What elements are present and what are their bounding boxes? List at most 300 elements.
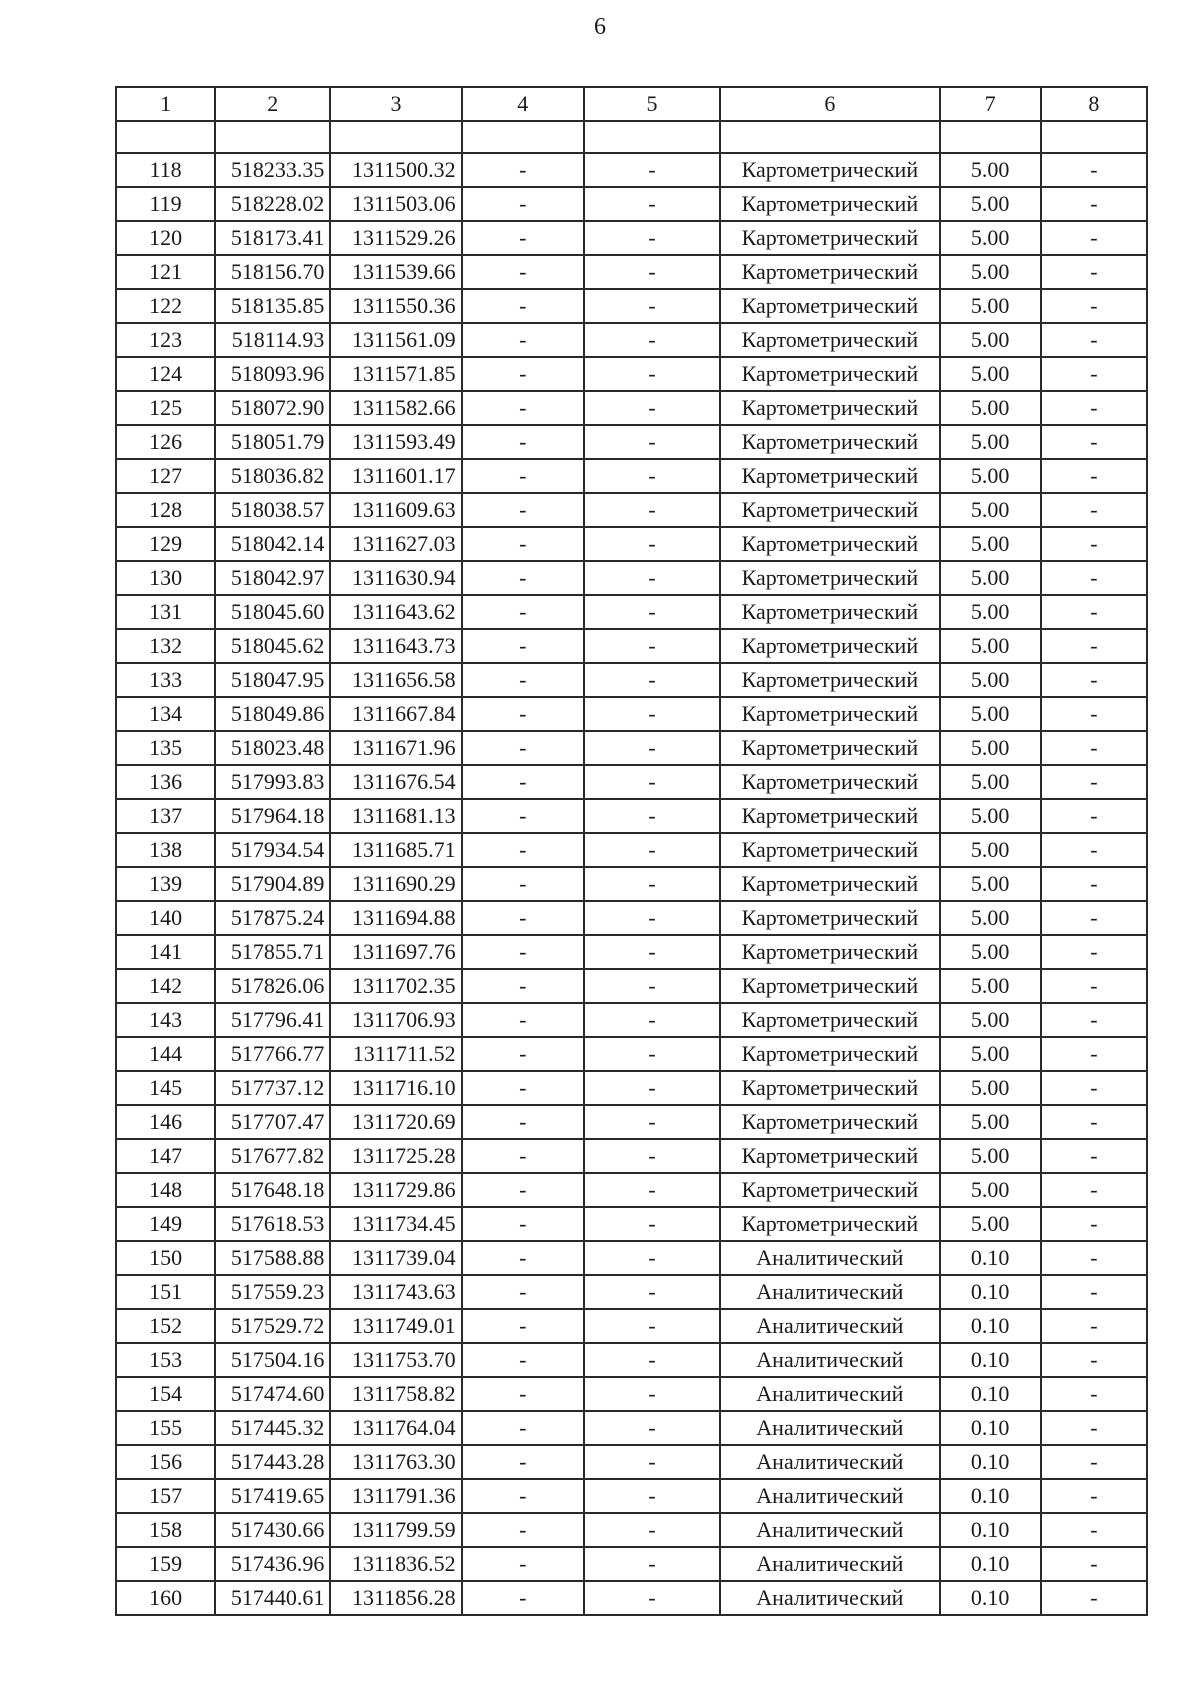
col4-cell: - xyxy=(462,595,584,629)
y-coordinate-cell: 1311643.62 xyxy=(330,595,461,629)
col4-cell: - xyxy=(462,833,584,867)
col8-cell: - xyxy=(1041,459,1147,493)
y-coordinate-cell: 1311743.63 xyxy=(330,1275,461,1309)
col4-cell: - xyxy=(462,1479,584,1513)
accuracy-cell: 5.00 xyxy=(940,493,1041,527)
table-row xyxy=(116,1581,1147,1615)
table-row xyxy=(116,1309,1147,1343)
col8-cell: - xyxy=(1041,1139,1147,1173)
method-cell: Картометрический xyxy=(720,153,939,187)
method-cell: Аналитический xyxy=(720,1411,939,1445)
method-cell: Картометрический xyxy=(720,561,939,595)
col8-cell: - xyxy=(1041,969,1147,1003)
col4-cell: - xyxy=(462,629,584,663)
x-coordinate-cell: 517559.23 xyxy=(215,1275,330,1309)
table-row xyxy=(116,935,1147,969)
method-cell: Картометрический xyxy=(720,867,939,901)
col5-cell: - xyxy=(584,323,720,357)
col4-cell: - xyxy=(462,901,584,935)
x-coordinate-cell: 517430.66 xyxy=(215,1513,330,1547)
point-number-cell: 154 xyxy=(116,1377,215,1411)
col8-cell: - xyxy=(1041,255,1147,289)
x-coordinate-cell: 518023.48 xyxy=(215,731,330,765)
table-row xyxy=(116,1513,1147,1547)
x-coordinate-cell: 518045.62 xyxy=(215,629,330,663)
x-coordinate-cell: 517419.65 xyxy=(215,1479,330,1513)
y-coordinate-cell: 1311601.17 xyxy=(330,459,461,493)
accuracy-cell: 5.00 xyxy=(940,561,1041,595)
point-number-cell: 152 xyxy=(116,1309,215,1343)
accuracy-cell: 5.00 xyxy=(940,697,1041,731)
accuracy-cell: 5.00 xyxy=(940,1037,1041,1071)
col4-cell: - xyxy=(462,527,584,561)
col8-cell: - xyxy=(1041,323,1147,357)
x-coordinate-cell: 518233.35 xyxy=(215,153,330,187)
col4-cell: - xyxy=(462,255,584,289)
x-coordinate-cell: 518038.57 xyxy=(215,493,330,527)
col5-cell: - xyxy=(584,357,720,391)
point-number-cell: 143 xyxy=(116,1003,215,1037)
col5-cell: - xyxy=(584,799,720,833)
col8-cell: - xyxy=(1041,493,1147,527)
col5-cell: - xyxy=(584,1581,720,1615)
accuracy-cell: 0.10 xyxy=(940,1377,1041,1411)
col5-cell: - xyxy=(584,425,720,459)
col4-cell: - xyxy=(462,1411,584,1445)
point-number-cell: 118 xyxy=(116,153,215,187)
method-cell: Картометрический xyxy=(720,697,939,731)
accuracy-cell: 0.10 xyxy=(940,1343,1041,1377)
header-cell: 3 xyxy=(330,87,461,121)
point-number-cell: 155 xyxy=(116,1411,215,1445)
accuracy-cell: 0.10 xyxy=(940,1513,1041,1547)
col5-cell: - xyxy=(584,1377,720,1411)
table-row xyxy=(116,1377,1147,1411)
y-coordinate-cell: 1311681.13 xyxy=(330,799,461,833)
y-coordinate-cell: 1311791.36 xyxy=(330,1479,461,1513)
table-row xyxy=(116,663,1147,697)
col8-cell: - xyxy=(1041,1003,1147,1037)
header-cell: 8 xyxy=(1041,87,1147,121)
point-number-cell: 122 xyxy=(116,289,215,323)
accuracy-cell: 5.00 xyxy=(940,391,1041,425)
accuracy-cell: 5.00 xyxy=(940,1173,1041,1207)
table-row xyxy=(116,629,1147,663)
method-cell: Картометрический xyxy=(720,527,939,561)
point-number-cell: 132 xyxy=(116,629,215,663)
accuracy-cell: 0.10 xyxy=(940,1411,1041,1445)
x-coordinate-cell: 517529.72 xyxy=(215,1309,330,1343)
col8-cell: - xyxy=(1041,1581,1147,1615)
table-row xyxy=(116,1241,1147,1275)
col5-cell: - xyxy=(584,765,720,799)
table-row xyxy=(116,459,1147,493)
point-number-cell: 123 xyxy=(116,323,215,357)
col8-cell: - xyxy=(1041,1513,1147,1547)
col8-cell: - xyxy=(1041,1037,1147,1071)
col5-cell: - xyxy=(584,901,720,935)
method-cell: Аналитический xyxy=(720,1377,939,1411)
y-coordinate-cell: 1311582.66 xyxy=(330,391,461,425)
y-coordinate-cell: 1311856.28 xyxy=(330,1581,461,1615)
table-row xyxy=(116,901,1147,935)
method-cell: Картометрический xyxy=(720,799,939,833)
col5-cell: - xyxy=(584,1513,720,1547)
col4-cell: - xyxy=(462,1445,584,1479)
method-cell: Картометрический xyxy=(720,221,939,255)
table-row xyxy=(116,255,1147,289)
col5-cell: - xyxy=(584,731,720,765)
col4-cell: - xyxy=(462,1139,584,1173)
y-coordinate-cell: 1311550.36 xyxy=(330,289,461,323)
table-row xyxy=(116,153,1147,187)
table-row xyxy=(116,391,1147,425)
col4-cell: - xyxy=(462,1275,584,1309)
accuracy-cell: 5.00 xyxy=(940,833,1041,867)
table-row xyxy=(116,765,1147,799)
col4-cell: - xyxy=(462,969,584,1003)
col4-cell: - xyxy=(462,357,584,391)
y-coordinate-cell: 1311627.03 xyxy=(330,527,461,561)
point-number-cell: 147 xyxy=(116,1139,215,1173)
table-row xyxy=(116,1479,1147,1513)
y-coordinate-cell: 1311503.06 xyxy=(330,187,461,221)
empty-cell xyxy=(584,121,720,153)
col8-cell: - xyxy=(1041,425,1147,459)
accuracy-cell: 5.00 xyxy=(940,969,1041,1003)
col8-cell: - xyxy=(1041,731,1147,765)
y-coordinate-cell: 1311763.30 xyxy=(330,1445,461,1479)
accuracy-cell: 0.10 xyxy=(940,1581,1041,1615)
col4-cell: - xyxy=(462,935,584,969)
accuracy-cell: 5.00 xyxy=(940,1207,1041,1241)
accuracy-cell: 5.00 xyxy=(940,323,1041,357)
col5-cell: - xyxy=(584,493,720,527)
col4-cell: - xyxy=(462,493,584,527)
col5-cell: - xyxy=(584,1003,720,1037)
accuracy-cell: 5.00 xyxy=(940,1003,1041,1037)
empty-cell xyxy=(1041,121,1147,153)
table-row xyxy=(116,697,1147,731)
accuracy-cell: 5.00 xyxy=(940,867,1041,901)
col5-cell: - xyxy=(584,833,720,867)
point-number-cell: 120 xyxy=(116,221,215,255)
col8-cell: - xyxy=(1041,1411,1147,1445)
table-row xyxy=(116,323,1147,357)
point-number-cell: 151 xyxy=(116,1275,215,1309)
col4-cell: - xyxy=(462,1071,584,1105)
col4-cell: - xyxy=(462,1207,584,1241)
table-row xyxy=(116,1003,1147,1037)
accuracy-cell: 5.00 xyxy=(940,595,1041,629)
y-coordinate-cell: 1311725.28 xyxy=(330,1139,461,1173)
method-cell: Картометрический xyxy=(720,425,939,459)
y-coordinate-cell: 1311656.58 xyxy=(330,663,461,697)
col8-cell: - xyxy=(1041,1071,1147,1105)
col4-cell: - xyxy=(462,731,584,765)
y-coordinate-cell: 1311729.86 xyxy=(330,1173,461,1207)
table-row xyxy=(116,1343,1147,1377)
method-cell: Картометрический xyxy=(720,187,939,221)
col8-cell: - xyxy=(1041,1479,1147,1513)
table-row xyxy=(116,833,1147,867)
method-cell: Картометрический xyxy=(720,493,939,527)
col8-cell: - xyxy=(1041,357,1147,391)
accuracy-cell: 5.00 xyxy=(940,255,1041,289)
col4-cell: - xyxy=(462,1003,584,1037)
table-row xyxy=(116,425,1147,459)
col5-cell: - xyxy=(584,1071,720,1105)
accuracy-cell: 5.00 xyxy=(940,187,1041,221)
x-coordinate-cell: 518042.14 xyxy=(215,527,330,561)
col5-cell: - xyxy=(584,153,720,187)
y-coordinate-cell: 1311690.29 xyxy=(330,867,461,901)
point-number-cell: 128 xyxy=(116,493,215,527)
table-row xyxy=(116,1445,1147,1479)
accuracy-cell: 5.00 xyxy=(940,901,1041,935)
y-coordinate-cell: 1311643.73 xyxy=(330,629,461,663)
table-row xyxy=(116,1411,1147,1445)
y-coordinate-cell: 1311697.76 xyxy=(330,935,461,969)
accuracy-cell: 5.00 xyxy=(940,629,1041,663)
method-cell: Картометрический xyxy=(720,1207,939,1241)
empty-cell xyxy=(462,121,584,153)
col8-cell: - xyxy=(1041,595,1147,629)
accuracy-cell: 0.10 xyxy=(940,1479,1041,1513)
method-cell: Аналитический xyxy=(720,1275,939,1309)
x-coordinate-cell: 517737.12 xyxy=(215,1071,330,1105)
accuracy-cell: 0.10 xyxy=(940,1445,1041,1479)
accuracy-cell: 5.00 xyxy=(940,289,1041,323)
col4-cell: - xyxy=(462,697,584,731)
x-coordinate-cell: 517443.28 xyxy=(215,1445,330,1479)
col5-cell: - xyxy=(584,1479,720,1513)
x-coordinate-cell: 518156.70 xyxy=(215,255,330,289)
accuracy-cell: 0.10 xyxy=(940,1547,1041,1581)
table-row xyxy=(116,731,1147,765)
point-number-cell: 133 xyxy=(116,663,215,697)
col4-cell: - xyxy=(462,1105,584,1139)
col5-cell: - xyxy=(584,1139,720,1173)
coordinates-table xyxy=(115,86,1148,1616)
accuracy-cell: 5.00 xyxy=(940,799,1041,833)
point-number-cell: 126 xyxy=(116,425,215,459)
col4-cell: - xyxy=(462,289,584,323)
y-coordinate-cell: 1311561.09 xyxy=(330,323,461,357)
col5-cell: - xyxy=(584,221,720,255)
point-number-cell: 148 xyxy=(116,1173,215,1207)
accuracy-cell: 5.00 xyxy=(940,663,1041,697)
y-coordinate-cell: 1311671.96 xyxy=(330,731,461,765)
col5-cell: - xyxy=(584,1445,720,1479)
x-coordinate-cell: 517904.89 xyxy=(215,867,330,901)
method-cell: Картометрический xyxy=(720,357,939,391)
col4-cell: - xyxy=(462,765,584,799)
col5-cell: - xyxy=(584,1343,720,1377)
accuracy-cell: 0.10 xyxy=(940,1309,1041,1343)
point-number-cell: 138 xyxy=(116,833,215,867)
y-coordinate-cell: 1311706.93 xyxy=(330,1003,461,1037)
col4-cell: - xyxy=(462,1173,584,1207)
col8-cell: - xyxy=(1041,1343,1147,1377)
col8-cell: - xyxy=(1041,1309,1147,1343)
col4-cell: - xyxy=(462,799,584,833)
table-row xyxy=(116,1105,1147,1139)
col4-cell: - xyxy=(462,867,584,901)
method-cell: Аналитический xyxy=(720,1309,939,1343)
table-header-row xyxy=(116,87,1147,121)
table-row xyxy=(116,1037,1147,1071)
y-coordinate-cell: 1311630.94 xyxy=(330,561,461,595)
y-coordinate-cell: 1311739.04 xyxy=(330,1241,461,1275)
x-coordinate-cell: 518049.86 xyxy=(215,697,330,731)
y-coordinate-cell: 1311609.63 xyxy=(330,493,461,527)
col5-cell: - xyxy=(584,1411,720,1445)
col4-cell: - xyxy=(462,1343,584,1377)
method-cell: Картометрический xyxy=(720,323,939,357)
x-coordinate-cell: 517964.18 xyxy=(215,799,330,833)
table-row xyxy=(116,1207,1147,1241)
table-row xyxy=(116,1547,1147,1581)
y-coordinate-cell: 1311676.54 xyxy=(330,765,461,799)
x-coordinate-cell: 517504.16 xyxy=(215,1343,330,1377)
y-coordinate-cell: 1311694.88 xyxy=(330,901,461,935)
table-body xyxy=(116,153,1147,1615)
y-coordinate-cell: 1311702.35 xyxy=(330,969,461,1003)
table-row xyxy=(116,187,1147,221)
col5-cell: - xyxy=(584,1105,720,1139)
y-coordinate-cell: 1311753.70 xyxy=(330,1343,461,1377)
col8-cell: - xyxy=(1041,153,1147,187)
table-row xyxy=(116,1275,1147,1309)
method-cell: Картометрический xyxy=(720,1105,939,1139)
x-coordinate-cell: 517934.54 xyxy=(215,833,330,867)
point-number-cell: 144 xyxy=(116,1037,215,1071)
col5-cell: - xyxy=(584,697,720,731)
y-coordinate-cell: 1311571.85 xyxy=(330,357,461,391)
col5-cell: - xyxy=(584,595,720,629)
col8-cell: - xyxy=(1041,1377,1147,1411)
x-coordinate-cell: 517826.06 xyxy=(215,969,330,1003)
method-cell: Аналитический xyxy=(720,1241,939,1275)
x-coordinate-cell: 518093.96 xyxy=(215,357,330,391)
method-cell: Аналитический xyxy=(720,1547,939,1581)
x-coordinate-cell: 517618.53 xyxy=(215,1207,330,1241)
accuracy-cell: 5.00 xyxy=(940,425,1041,459)
col8-cell: - xyxy=(1041,187,1147,221)
method-cell: Картометрический xyxy=(720,595,939,629)
table-row xyxy=(116,561,1147,595)
point-number-cell: 119 xyxy=(116,187,215,221)
point-number-cell: 146 xyxy=(116,1105,215,1139)
point-number-cell: 149 xyxy=(116,1207,215,1241)
y-coordinate-cell: 1311764.04 xyxy=(330,1411,461,1445)
accuracy-cell: 5.00 xyxy=(940,1105,1041,1139)
point-number-cell: 140 xyxy=(116,901,215,935)
col4-cell: - xyxy=(462,187,584,221)
y-coordinate-cell: 1311720.69 xyxy=(330,1105,461,1139)
col8-cell: - xyxy=(1041,1173,1147,1207)
point-number-cell: 136 xyxy=(116,765,215,799)
col8-cell: - xyxy=(1041,1275,1147,1309)
method-cell: Картометрический xyxy=(720,1173,939,1207)
col8-cell: - xyxy=(1041,629,1147,663)
col8-cell: - xyxy=(1041,867,1147,901)
col4-cell: - xyxy=(462,663,584,697)
point-number-cell: 124 xyxy=(116,357,215,391)
point-number-cell: 131 xyxy=(116,595,215,629)
table-row xyxy=(116,527,1147,561)
x-coordinate-cell: 517440.61 xyxy=(215,1581,330,1615)
col8-cell: - xyxy=(1041,935,1147,969)
x-coordinate-cell: 518072.90 xyxy=(215,391,330,425)
accuracy-cell: 0.10 xyxy=(940,1275,1041,1309)
header-cell: 4 xyxy=(462,87,584,121)
table-row xyxy=(116,493,1147,527)
col8-cell: - xyxy=(1041,561,1147,595)
col8-cell: - xyxy=(1041,901,1147,935)
header-cell: 6 xyxy=(720,87,939,121)
col8-cell: - xyxy=(1041,765,1147,799)
y-coordinate-cell: 1311836.52 xyxy=(330,1547,461,1581)
x-coordinate-cell: 517993.83 xyxy=(215,765,330,799)
point-number-cell: 158 xyxy=(116,1513,215,1547)
x-coordinate-cell: 517436.96 xyxy=(215,1547,330,1581)
table-row xyxy=(116,221,1147,255)
accuracy-cell: 5.00 xyxy=(940,221,1041,255)
x-coordinate-cell: 517707.47 xyxy=(215,1105,330,1139)
col5-cell: - xyxy=(584,1037,720,1071)
point-number-cell: 150 xyxy=(116,1241,215,1275)
method-cell: Картометрический xyxy=(720,731,939,765)
col4-cell: - xyxy=(462,1241,584,1275)
point-number-cell: 134 xyxy=(116,697,215,731)
col5-cell: - xyxy=(584,459,720,493)
method-cell: Картометрический xyxy=(720,901,939,935)
point-number-cell: 141 xyxy=(116,935,215,969)
method-cell: Картометрический xyxy=(720,1003,939,1037)
x-coordinate-cell: 518045.60 xyxy=(215,595,330,629)
table-row xyxy=(116,289,1147,323)
x-coordinate-cell: 517445.32 xyxy=(215,1411,330,1445)
col8-cell: - xyxy=(1041,1207,1147,1241)
col5-cell: - xyxy=(584,969,720,1003)
point-number-cell: 121 xyxy=(116,255,215,289)
col8-cell: - xyxy=(1041,697,1147,731)
col8-cell: - xyxy=(1041,221,1147,255)
accuracy-cell: 5.00 xyxy=(940,1139,1041,1173)
y-coordinate-cell: 1311593.49 xyxy=(330,425,461,459)
y-coordinate-cell: 1311500.32 xyxy=(330,153,461,187)
col5-cell: - xyxy=(584,629,720,663)
x-coordinate-cell: 517875.24 xyxy=(215,901,330,935)
col4-cell: - xyxy=(462,1037,584,1071)
x-coordinate-cell: 517796.41 xyxy=(215,1003,330,1037)
col4-cell: - xyxy=(462,1581,584,1615)
table-row xyxy=(116,1139,1147,1173)
col5-cell: - xyxy=(584,1309,720,1343)
col4-cell: - xyxy=(462,323,584,357)
col8-cell: - xyxy=(1041,289,1147,323)
method-cell: Картометрический xyxy=(720,663,939,697)
method-cell: Картометрический xyxy=(720,459,939,493)
table-row xyxy=(116,595,1147,629)
col8-cell: - xyxy=(1041,663,1147,697)
table-row xyxy=(116,867,1147,901)
col4-cell: - xyxy=(462,1377,584,1411)
method-cell: Аналитический xyxy=(720,1479,939,1513)
method-cell: Картометрический xyxy=(720,1071,939,1105)
